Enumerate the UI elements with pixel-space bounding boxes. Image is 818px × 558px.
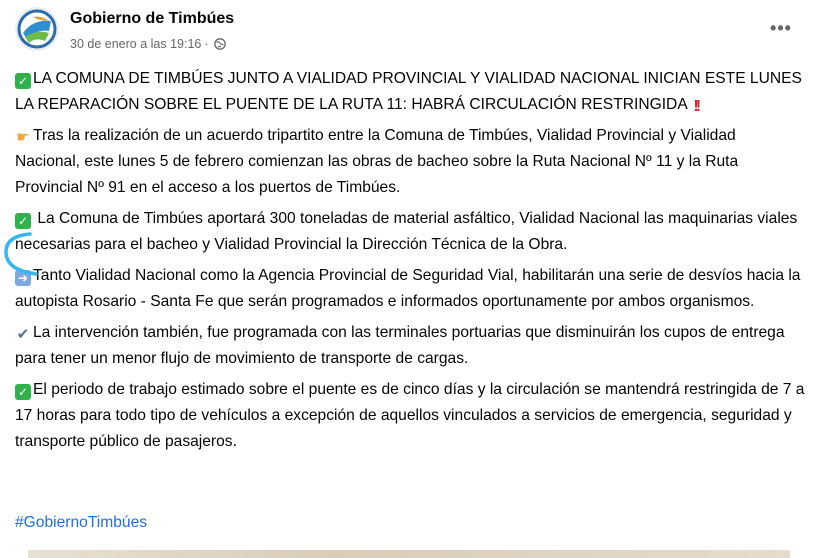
paragraph-3-text: Tanto Vialidad Nacional como la Agencia Provincial de Seguridad Vial, habilitarán una serie de desvíos hacia la autopista Rosario - Santa Fe que serán programados e informados oportunamente por ambos organismos. [15,267,801,310]
paragraph-5-text: El periodo de trabajo estimado sobre el puente es de cinco días y la circulación se mantendrá restringida de 7 a 17 horas para todo tipo de vehículos a excepción de aquellos vinculados a servicios de emergencia, seguridad y transporte público de pasajeros. [15,381,805,450]
post-headline [15,66,805,118]
globe-icon[interactable] [214,38,226,50]
gobierno-timbues-logo-icon [15,7,59,51]
hashtag-link[interactable]: #GobiernoTimbúes [15,514,148,531]
page-name-link[interactable]: Gobierno de Timbúes [70,10,235,27]
handwritten-bracket-annotation [0,230,40,280]
post-body [15,66,805,460]
post-image-preview[interactable] [28,550,790,558]
headline-text: LA COMUNA DE TIMBÚES JUNTO A VIALIDAD PROVINCIAL Y VIALIDAD NACIONAL INICIAN ESTE LUNES LA REPARACIÓN SOBRE EL PUENTE DE LA RUTA 11: HABRÁ CIRCULACIÓN RESTRINGIDA [15,70,802,113]
more-options-button[interactable] [766,14,796,42]
heavy-check-icon: ✔ [16,326,30,343]
check-mark-icon: ✓ [15,73,31,89]
paragraph-2 [15,206,805,258]
pointing-hand-icon: ☛ [16,129,30,146]
double-exclamation-icon: !! [693,98,699,115]
check-mark-icon: ✓ [15,384,31,400]
check-mark-icon: ✓ [15,213,31,229]
paragraph-2-text: La Comuna de Timbúes aportará 300 toneladas de material asfáltico, Vialidad Nacional las maquinarias viales necesarias para el bacheo y Vialidad Provincial la Dirección Técnica de la Obra. [15,210,798,253]
paragraph-4 [15,320,805,372]
paragraph-4-text: La intervención también, fue programada con las terminales portuarias que disminuirán los cupos de entrega para tener un menor flujo de movimiento de transporte de cargas. [15,324,785,367]
paragraph-1 [15,123,805,201]
post-timestamp[interactable]: 30 de enero a las 19:16 [70,37,202,51]
paragraph-1-text: Tras la realización de un acuerdo tripartito entre la Comuna de Timbúes, Vialidad Provincial y Vialidad Nacional, este lunes 5 de febrero comienzan las obras de bacheo sobre la Ruta Nacional Nº 11 y la Ruta Provincial Nº 91 en el acceso a los puertos de Timbúes. [15,127,739,196]
page-avatar[interactable] [15,7,59,51]
right-arrow-icon: ➜ [15,270,31,286]
paragraph-5 [15,377,805,455]
post-meta [70,37,226,51]
ellipsis-icon: ••• [770,17,792,38]
meta-separator: · [204,37,209,51]
paragraph-3 [15,263,805,315]
